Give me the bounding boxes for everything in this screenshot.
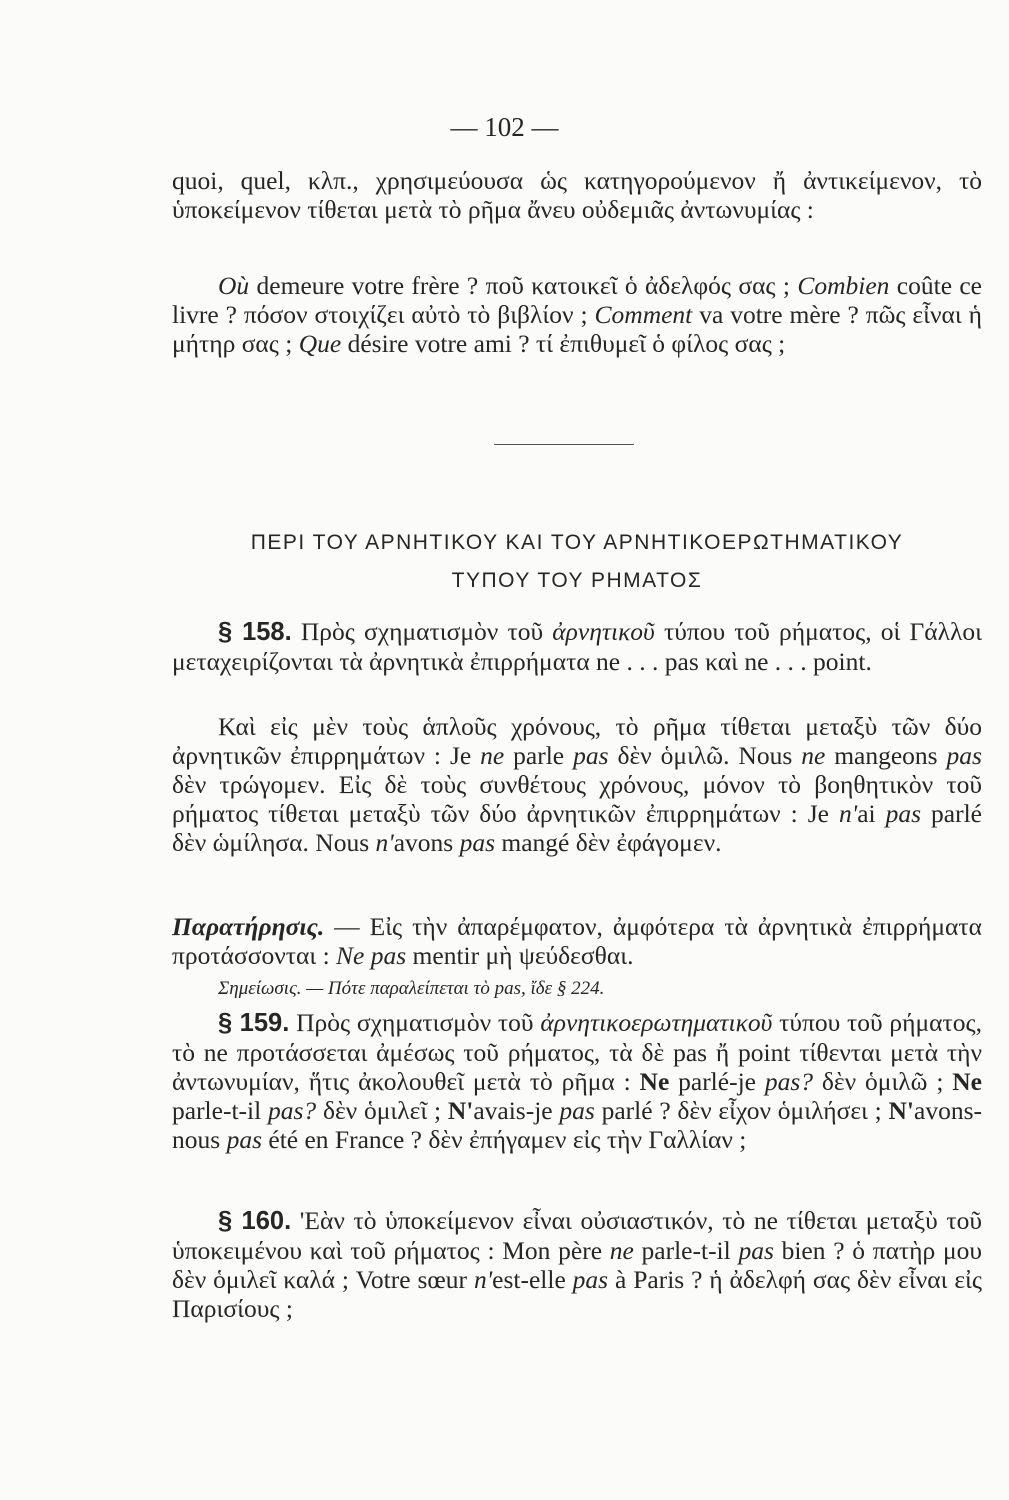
text-run: bien ? ὁ πατὴρ μου δὲν ὁμιλεῖ καλά ; Votre sœur (172, 1236, 982, 1294)
text-run: τύπου τοῦ ρήματος, τὸ ne προτάσσεται ἀμέσως τοῦ ρήματος, τὰ δὲ pas ἤ point τίθενται μετὰ τὴν ἀντωνυμίαν, ἥτις ἀκολουθεῖ μετὰ τὸ ρῆμα : (172, 1008, 982, 1096)
paragraph-158 (172, 617, 982, 676)
text-run: quoi, quel, κλπ., χρησιμεύουσα ὡς κατηγορούμενον ἤ ἀντικείμενον, τὸ ὑποκείμενον τίθεται μετὰ τὸ ρῆμα ἄνευ οὐδεμιᾶς ἀντωνυμίας : (172, 166, 982, 224)
text-run: N' (888, 1096, 915, 1125)
text-run: n' (375, 828, 394, 857)
paragraph-160 (172, 1206, 982, 1323)
text-run: Ne (952, 1067, 982, 1096)
text-run: parle (504, 741, 574, 770)
paragraph-158-continued (172, 712, 982, 857)
text-run: ai (857, 799, 886, 828)
text-run: parle-t-il (172, 1096, 268, 1125)
text-run: Ne (639, 1067, 670, 1096)
text-run: δὲν ὁμιλῶ ; (813, 1067, 953, 1096)
text-run: Πρὸς σχηματισμὸν τοῦ (291, 617, 553, 646)
text-run: mangé δὲν ἐφάγομεν. (495, 828, 722, 857)
text-run: Πρὸς σχηματισμὸν τοῦ (289, 1008, 541, 1037)
text-run: ne (480, 741, 505, 770)
text-run: coûte ce livre ? πόσον στοιχίζει αὐτὸ τὸ βιβλίον ; (172, 271, 983, 329)
text-run: Ne pas (336, 941, 407, 970)
section-heading-line-2: ΤΥΠΟΥ ΤΟΥ ΡΗΜΑΤΟΣ (451, 569, 703, 592)
text-run: pas? (764, 1067, 814, 1096)
paragraph-159 (172, 1008, 982, 1154)
text-run: δὲν ὁμιλῶ. Nous (608, 741, 802, 770)
text-run: parle-t-il (633, 1236, 739, 1265)
text-run: pas (572, 1265, 609, 1294)
section-divider (494, 444, 634, 445)
text-run: δὲν ὁμιλεῖ ; (316, 1096, 448, 1125)
text-run: est-elle (492, 1265, 573, 1294)
text-run: Combien (797, 271, 890, 300)
text-run: été en France ? δὲν ἐπήγαμεν εἰς τὴν Γαλλίαν ; (262, 1125, 747, 1154)
text-run: Καὶ εἰς μὲν τοὺς ἁπλοῦς χρόνους, τὸ ρῆμα τίθεται μεταξὺ τῶν δύο ἀρνητικῶν ἐπιρρημάτων : Je (172, 712, 982, 770)
text-run: § 158. (218, 618, 292, 646)
text-run: ἀρνητικοερωτηματικοῦ (540, 1008, 773, 1037)
text-run: pas (738, 1236, 774, 1265)
text-run: Παρατήρησις. (172, 912, 325, 941)
text-run: n' (473, 1265, 493, 1294)
section-heading-line-1: ΠΕΡΙ ΤΟΥ ΑΡΝΗΤΙΚΟΥ ΚΑΙ ΤΟΥ ΑΡΝΗΤΙΚΟΕΡΩΤΗΜΑΤΙΚΟΥ (250, 531, 904, 554)
note-line: Σημείωσις. — Πότε παραλείπεται τὸ pas, ἴδε § 224. (218, 978, 605, 999)
intro-paragraph (172, 166, 982, 224)
text-run: 'Εὰν τὸ ὑποκείμενον εἶναι οὐσιαστικόν, τὸ ne τίθεται μεταξὺ τοῦ ὑποκειμένου καὶ τοῦ ρήματος : Mon père (172, 1206, 982, 1265)
text-run: δὲν τρώγομεν. Εἰς δὲ τοὺς συνθέτους χρόνους, μόνον τὸ βοηθητικὸν τοῦ ρήματος τίθεται μεταξὺ τῶν δύο ἀρνητικῶν ἐπιρρημάτων : Je (172, 770, 982, 828)
text-run: pas? (267, 1096, 317, 1125)
text-run: à Paris ? ἡ ἀδελφή σας δὲν εἶναι εἰς Παρισίους ; (172, 1265, 982, 1323)
text-run: mentir μὴ ψεύδεσθαι. (406, 941, 634, 970)
text-run: § 160. (218, 1207, 292, 1235)
text-run: ne (609, 1236, 634, 1265)
text-run: avons (393, 828, 460, 857)
text-run: va votre mère ? πῶς εἶναι ἡ μήτηρ σας ; (172, 300, 982, 358)
text-run: n' (838, 799, 858, 828)
text-run: demeure votre frère ? ποῦ κατοικεῖ ὁ ἀδελφός σας ; (249, 271, 798, 300)
text-run: parlé δὲν ὡμίλησα. Nous (172, 799, 982, 857)
text-run: parlé ? δὲν εἶχον ὁμιλήσει ; (594, 1096, 889, 1125)
text-run: désire votre ami ? τί ἐπιθυμεῖ ὁ φίλος σας ; (341, 329, 786, 358)
text-run: § 159. (218, 1009, 290, 1037)
text-run: mangeons (825, 741, 947, 770)
page-number: — 102 — (450, 112, 559, 142)
text-run: — Εἰς τὴν ἀπαρέμφατον, ἀμφότερα τὰ ἀρνητικὰ ἐπιρρήματα προτάσσονται : (172, 912, 982, 970)
text-run: Comment (594, 300, 693, 329)
text-run: avais-je (473, 1096, 560, 1125)
text-run: pas (573, 741, 609, 770)
examples-paragraph (172, 271, 982, 358)
text-run: ne (801, 741, 826, 770)
text-run: τύπου τοῦ ρήματος, οἱ Γάλλοι μεταχειρίζονται τὰ ἀρνητικὰ ἐπιρρήματα ne . . . pas καὶ ne . . . point. (172, 617, 982, 676)
observation-paragraph (172, 912, 982, 970)
text-run: N' (447, 1096, 474, 1125)
text-run: pas (459, 828, 496, 857)
text-run: pas (885, 799, 922, 828)
text-run: avons-nous (172, 1096, 982, 1154)
text-run: pas (226, 1125, 262, 1154)
text-run: Où (218, 271, 250, 300)
text-run: parlé-je (669, 1067, 765, 1096)
text-run: ἀρνητικοῦ (552, 617, 655, 646)
text-run: Que (298, 329, 342, 358)
text-run: pas (946, 741, 982, 770)
text-run: pas (559, 1096, 595, 1125)
